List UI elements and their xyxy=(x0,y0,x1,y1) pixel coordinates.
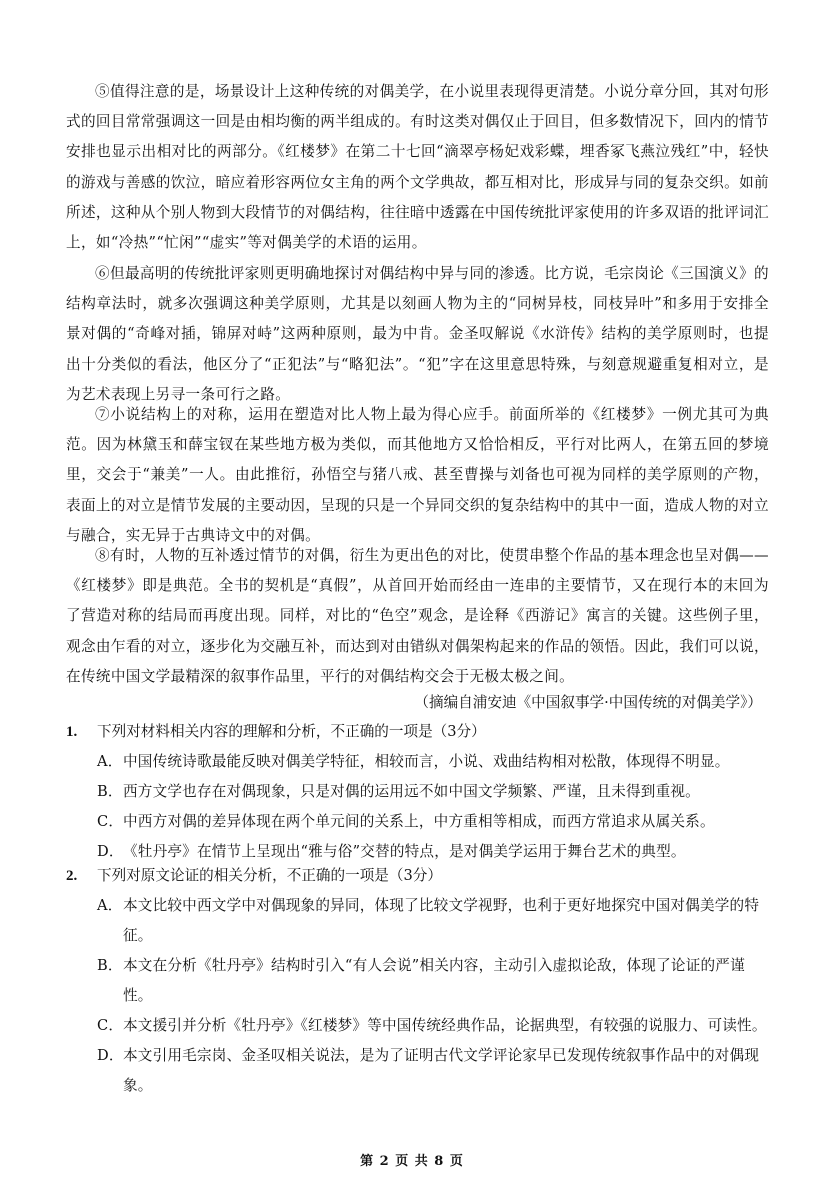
option-letter: C． xyxy=(97,1017,124,1034)
option-b[interactable] xyxy=(66,777,772,807)
question-header xyxy=(66,717,772,747)
option-text: 中国传统诗歌最能反映对偶美学特征，相较而言，小说、戏曲结构相对松散，体现得不明显。 xyxy=(123,753,730,770)
option-text: 本文引用毛宗岗、金圣叹相关说法，是为了证明古代文学评论家早已发现传统叙事作品中的对偶现象。 xyxy=(123,1047,760,1094)
passage-paragraph-5: ⑤值得注意的是，场景设计上这种传统的对偶美学，在小说里表现得更清楚。小说分章分回，其对句形式的回目常常强调这一回是由相均衡的两半组成的。有时这类对偶仅止于回目，但多数情况下，回内的情节安排也显示出相对比的两部分。《红楼梦》在第二十七回“滴翠亭杨妃戏彩蝶，埋香冢飞燕泣残红”中，轻快的游戏与善感的饮泣，暗应着形容两位女主角的两个文学典故，都互相对比，形成异与同的复杂交织。如前所述，这种从个别人物到大段情节的对偶结构，往往暗中透露在中国传统批评家使用的许多双语的批评词汇上，如“冷热”“忙闲”“虚实”等对偶美学的术语的运用。 xyxy=(66,83,769,252)
passage-paragraph-6: ⑥但最高明的传统批评家则更明确地探讨对偶结构中异与同的渗透。比方说，毛宗岗论《三国演义》的结构章法时，就多次强调这种美学原则，尤其是以刻画人物为主的“同树异枝，同枝异叶”和多用于安排全景对偶的“奇峰对插，锦屏对峙”这两种原则，最为中肯。金圣叹解说《水浒传》结构的美学原则时，也提出十分类似的看法，他区分了“正犯法”与“略犯法”。“犯”字在这里意思特殊，与刻意规避重复相对立，是为艺术表现上另寻一条可行之路。 xyxy=(66,265,769,403)
option-c[interactable] xyxy=(66,807,772,837)
question-number: 1. xyxy=(66,724,78,740)
option-text: 本文比较中西文学中对偶现象的异同，体现了比较文学视野，也利于更好地探究中国对偶美学的特征。 xyxy=(123,897,760,944)
option-text: 本文在分析《牡丹亭》结构时引入“有人会说”相关内容，主动引入虚拟论敌，体现了论证的严谨性。 xyxy=(123,957,745,1004)
page-footer: 第 2 页 共 8 页 xyxy=(360,1154,464,1169)
question-header xyxy=(66,861,772,891)
question-1 xyxy=(66,717,772,867)
passage-source: （摘编自浦安迪《中国叙事学·中国传统的对偶美学》） xyxy=(414,694,762,711)
question-stem: 下列对原文论证的相关分析，不正确的一项是（3分） xyxy=(97,867,442,884)
option-text: 中西方对偶的差异体现在两个单元间的关系上，中方重相等相成，而西方常追求从属关系。 xyxy=(123,813,715,830)
option-letter: B． xyxy=(97,783,123,800)
option-text: 本文援引并分析《牡丹亭》《红楼梦》等中国传统经典作品，论据典型，有较强的说服力、可读性。 xyxy=(123,1017,767,1034)
option-letter: A． xyxy=(97,897,123,914)
option-d[interactable] xyxy=(66,1041,772,1101)
option-c[interactable] xyxy=(66,1011,772,1041)
option-a[interactable] xyxy=(66,747,772,777)
option-letter: C． xyxy=(97,813,124,830)
option-b[interactable] xyxy=(66,951,772,1011)
question-2 xyxy=(66,861,772,1101)
option-letter: D． xyxy=(97,843,124,860)
option-letter: D． xyxy=(97,1047,124,1064)
option-text: 西方文学也存在对偶现象，只是对偶的运用远不如中国文学频繁、严谨，且未得到重视。 xyxy=(123,783,700,800)
passage-paragraph-7: ⑦小说结构上的对称，运用在塑造对比人物上最为得心应手。前面所举的《红楼梦》一例尤其可为典范。因为林黛玉和薛宝钗在某些地方极为类似，而其他地方又恰恰相反，平行对比两人，在第五回的梦境里，交会于“兼美”一人。由此推衍，孙悟空与猪八戒、甚至曹操与刘备也可视为同样的美学原则的产物，表面上的对立是情节发展的主要动因，呈现的只是一个异同交织的复杂结构中的其中一面，造成人物的对立与融合，实无异于古典诗文中的对偶。 xyxy=(66,406,769,544)
option-a[interactable] xyxy=(66,891,772,951)
option-letter: A． xyxy=(97,753,123,770)
option-text: 《牡丹亭》在情节上呈现出“雅与俗”交替的特点，是对偶美学运用于舞台艺术的典型。 xyxy=(123,843,686,860)
option-letter: B． xyxy=(97,957,123,974)
question-number: 2. xyxy=(66,868,78,884)
question-stem: 下列对材料相关内容的理解和分析，不正确的一项是（3分） xyxy=(97,723,486,740)
passage-paragraph-8: ⑧有时，人物的互补透过情节的对偶，衍生为更出色的对比，使贯串整个作品的基本理念也呈对偶——《红楼梦》即是典范。全书的契机是“真假”，从首回开始而经由一连串的主要情节，又在现行本的末回为了营造对称的结局而再度出现。同样，对比的“色空”观念，是诠释《西游记》寓言的关键。这些例子里，观念由乍看的对立，逐步化为交融互补，而达到对由错纵对偶架构起来的作品的领悟。因此，我们可以说，在传统中国文学最精深的叙事作品里，平行的对偶结构交会于无极太极之间。 xyxy=(66,547,769,685)
